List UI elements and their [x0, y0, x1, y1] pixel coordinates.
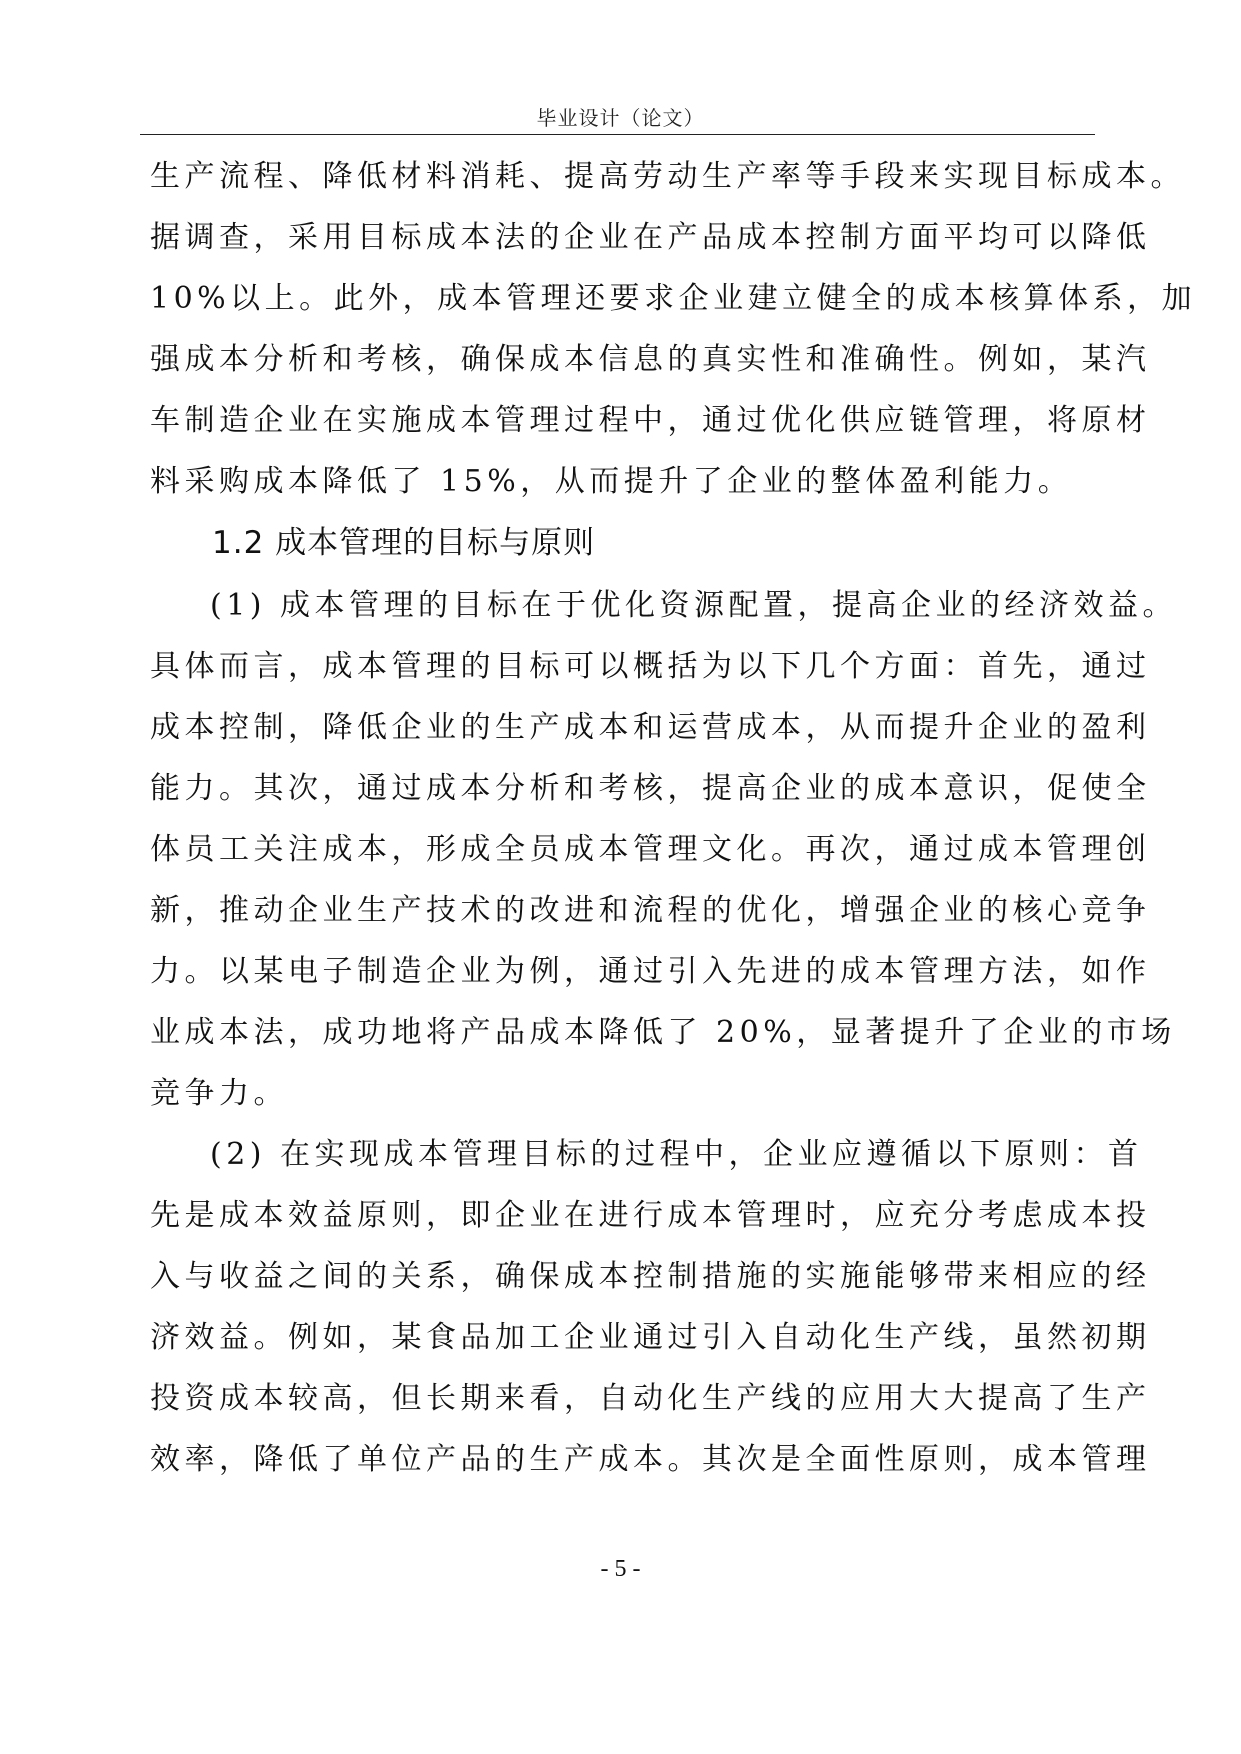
- header-divider: [140, 134, 1095, 135]
- text-line: 竞争力。: [150, 1076, 288, 1111]
- text-line: 强成本分析和考核，确保成本信息的真实性和准确性。例如，某汽: [150, 342, 1151, 377]
- text-line: 据调查，采用目标成本法的企业在产品成本控制方面平均可以降低: [150, 220, 1151, 255]
- text-line: 先是成本效益原则，即企业在进行成本管理时，应充分考虑成本投: [150, 1198, 1151, 1233]
- text-line: 新，推动企业生产技术的改进和流程的优化，增强企业的核心竞争: [150, 893, 1151, 928]
- text-line: 能力。其次，通过成本分析和考核，提高企业的成本意识，促使全: [150, 771, 1151, 806]
- text-line: 投资成本较高，但长期来看，自动化生产线的应用大大提高了生产: [150, 1381, 1151, 1416]
- text-line: 力。以某电子制造企业为例，通过引入先进的成本管理方法，如作: [150, 954, 1151, 989]
- text-line: 成本控制，降低企业的生产成本和运营成本，从而提升企业的盈利: [150, 710, 1151, 745]
- section-heading: 1.2 成本管理的目标与原则: [212, 525, 596, 561]
- document-body: [150, 146, 1197, 1490]
- text-line: 10%以上。此外，成本管理还要求企业建立健全的成本核算体系，加: [150, 281, 1197, 316]
- text-line: 料采购成本降低了 15%，从而提升了企业的整体盈利能力。: [150, 464, 1073, 499]
- paragraph-2: [150, 575, 1178, 1124]
- text-line: (2) 在实现成本管理目标的过程中，企业应遵循以下原则：首: [210, 1137, 1143, 1172]
- page-header: 毕业设计（论文）: [536, 106, 705, 130]
- text-line: (1) 成本管理的目标在于优化资源配置，提高企业的经济效益。: [210, 588, 1178, 623]
- text-line: 车制造企业在实施成本管理过程中，通过优化供应链管理，将原材: [150, 403, 1151, 438]
- text-line: 济效益。例如，某食品加工企业通过引入自动化生产线，虽然初期: [150, 1320, 1151, 1355]
- paragraph-1: [150, 146, 1197, 512]
- text-line: 效率，降低了单位产品的生产成本。其次是全面性原则，成本管理: [150, 1442, 1151, 1477]
- paragraph-3: [150, 1124, 1151, 1490]
- page-number: - 5 -: [600, 1556, 641, 1582]
- text-line: 业成本法，成功地将产品成本降低了 20%，显著提升了企业的市场: [150, 1015, 1176, 1050]
- text-line: 具体而言，成本管理的目标可以概括为以下几个方面：首先，通过: [150, 649, 1151, 684]
- text-line: 体员工关注成本，形成全员成本管理文化。再次，通过成本管理创: [150, 832, 1151, 867]
- text-line: 入与收益之间的关系，确保成本控制措施的实施能够带来相应的经: [150, 1259, 1151, 1294]
- text-line: 生产流程、降低材料消耗、提高劳动生产率等手段来实现目标成本。: [150, 159, 1185, 194]
